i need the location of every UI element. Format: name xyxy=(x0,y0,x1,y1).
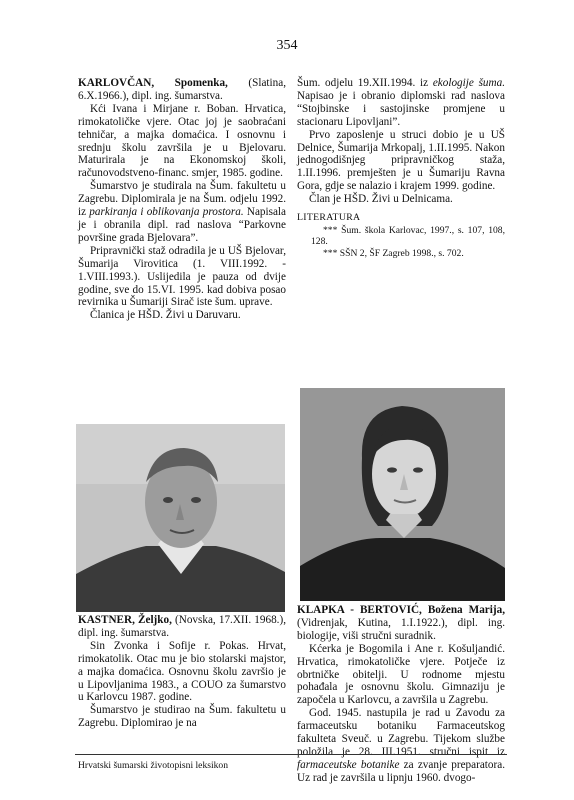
entry-klapka-bertovic-career: God. 1945. nastupila je rad u Zavodu za farmaceutsku botaniku Farmaceutskog fakulteta Sveuč. u Zagrebu. Tijekom službe položila je 28. III.1951. stručni ispit iz farmaceutske botanike za zvanje preparatora. Uz rad je završila u lipnju 1960. dvogo- xyxy=(297,707,505,784)
footer-divider xyxy=(75,754,507,755)
entry-klapka-bertovic-name: KLAPKA - BERTOVIĆ, Božena Marija, xyxy=(297,604,505,616)
entry-karlovcan-heading xyxy=(78,77,286,103)
continuation-study: Šum. odjelu 19.XII.1994. iz ekologije šuma. Napisao je i obranio diplomski rad naslova “Stojbinske i sastojinske promjene u stacionaru Lipovljani”. xyxy=(297,77,505,128)
entry-klapka-bertovic xyxy=(297,604,505,785)
entry-kastner-study: Šumarstvo je studirao na Šum. fakultetu u Zagrebu. Diplomirao je na xyxy=(78,704,286,730)
entry-kastner xyxy=(78,614,286,730)
entry-karlovcan-family: Kći Ivana i Mirjane r. Boban. Hrvatica, rimokatoličke vjere. Otac joj je saobraćani tehničar, a majka domaćica. I osnovnu i srednju školu završila je u Bjelovaru. Maturirala je na Ekonomskoj školi, računovodstveno-financ. smjer, 1985. godine. xyxy=(78,102,286,180)
entry-karlovcan xyxy=(78,77,286,322)
entry-kastner-heading xyxy=(78,614,286,640)
entry-karlovcan-career: Pripravnički staž odradila je u UŠ Bjelovar, Šumarija Virovitica (1. VIII.1992. - 1.VIII.1993.). Uslijedila je pauza od dvije godine, sve do 15.VI. 1995. kad dobiva posao revirnika u Šumariji Sirač iste šum. uprave. xyxy=(78,244,286,309)
entry-karlovcan-study: Šumarstvo je studirala na Šum. fakultetu u Zagrebu. Diplomirala je na Šum. odjelu 1992. iz parkiranja i oblikovanja prostora. Napisala je i obranila dipl. rad naslova “Parkovne površine grada Bjelovara”. xyxy=(78,180,287,244)
entry-klapka-bertovic-heading xyxy=(297,604,505,643)
entry-continuation xyxy=(297,77,505,259)
page-number: 354 xyxy=(276,38,298,53)
entry-karlovcan-membership: Članica je HŠD. Živi u Daruvaru. xyxy=(90,309,241,322)
literature-heading: LITERATURA xyxy=(297,212,361,224)
entry-karlovcan-name: KARLOVČAN, Spomenka, xyxy=(78,77,228,89)
entry-kastner-details: (Novska, 17.XII. 1968.), dipl. ing. šumarstva. xyxy=(78,614,286,639)
portrait-photo-kastner xyxy=(76,424,285,612)
literature-item: *** SŠN 2, ŠF Zagreb 1998., s. 702. xyxy=(323,247,464,259)
entry-kastner-name: KASTNER, Željko, xyxy=(78,614,172,626)
entry-karlovcan-details: (Slatina, 6.X.1966.), dipl. ing. šumarstva. xyxy=(78,77,286,102)
literature-item: *** Šum. škola Karlovac, 1997., s. 107, 108, 128. xyxy=(311,224,505,248)
entry-kastner-family: Sin Zvonka i Sofije r. Pokas. Hrvat, rimokatolik. Otac mu je bio stolarski majstor, a majka domaćica. Osnovnu školu završio je u Lipovljanima 1983., a COUO za šumarstvo u Karlovcu 1987. godine. xyxy=(78,639,286,704)
portrait-photo-klapka-bertovic xyxy=(300,388,505,601)
entry-klapka-bertovic-details: (Vidrenjak, Kutina, 1.I.1922.), dipl. ing. biologije, viši stručni suradnik. xyxy=(297,616,505,642)
footer-title: Hrvatski šumarski životopisni leksikon xyxy=(78,760,229,771)
continuation-membership: Član je HŠD. Živi u Delnicama. xyxy=(309,193,453,206)
continuation-career: Prvo zaposlenje u struci dobio je u UŠ Delnice, Šumarija Mrkopalj, 1.II.1995. Nakon jednogodišnjeg pripravničkog staža, 1.II.1996. premješten je u Šumariju Ravna Gora, gdje se nalazio i krajem 1999. godine. xyxy=(297,128,505,193)
entry-klapka-bertovic-family: Kćerka je Bogomila i Ane r. Košuljandić. Hrvatica, rimokatoličke vjere. Potječe iz obrtničke obitelji. U rodnome mjestu pohađala je osnovnu školu. Gimnaziju je započela u Karlovcu, a završila u Zagrebu. xyxy=(297,642,505,707)
